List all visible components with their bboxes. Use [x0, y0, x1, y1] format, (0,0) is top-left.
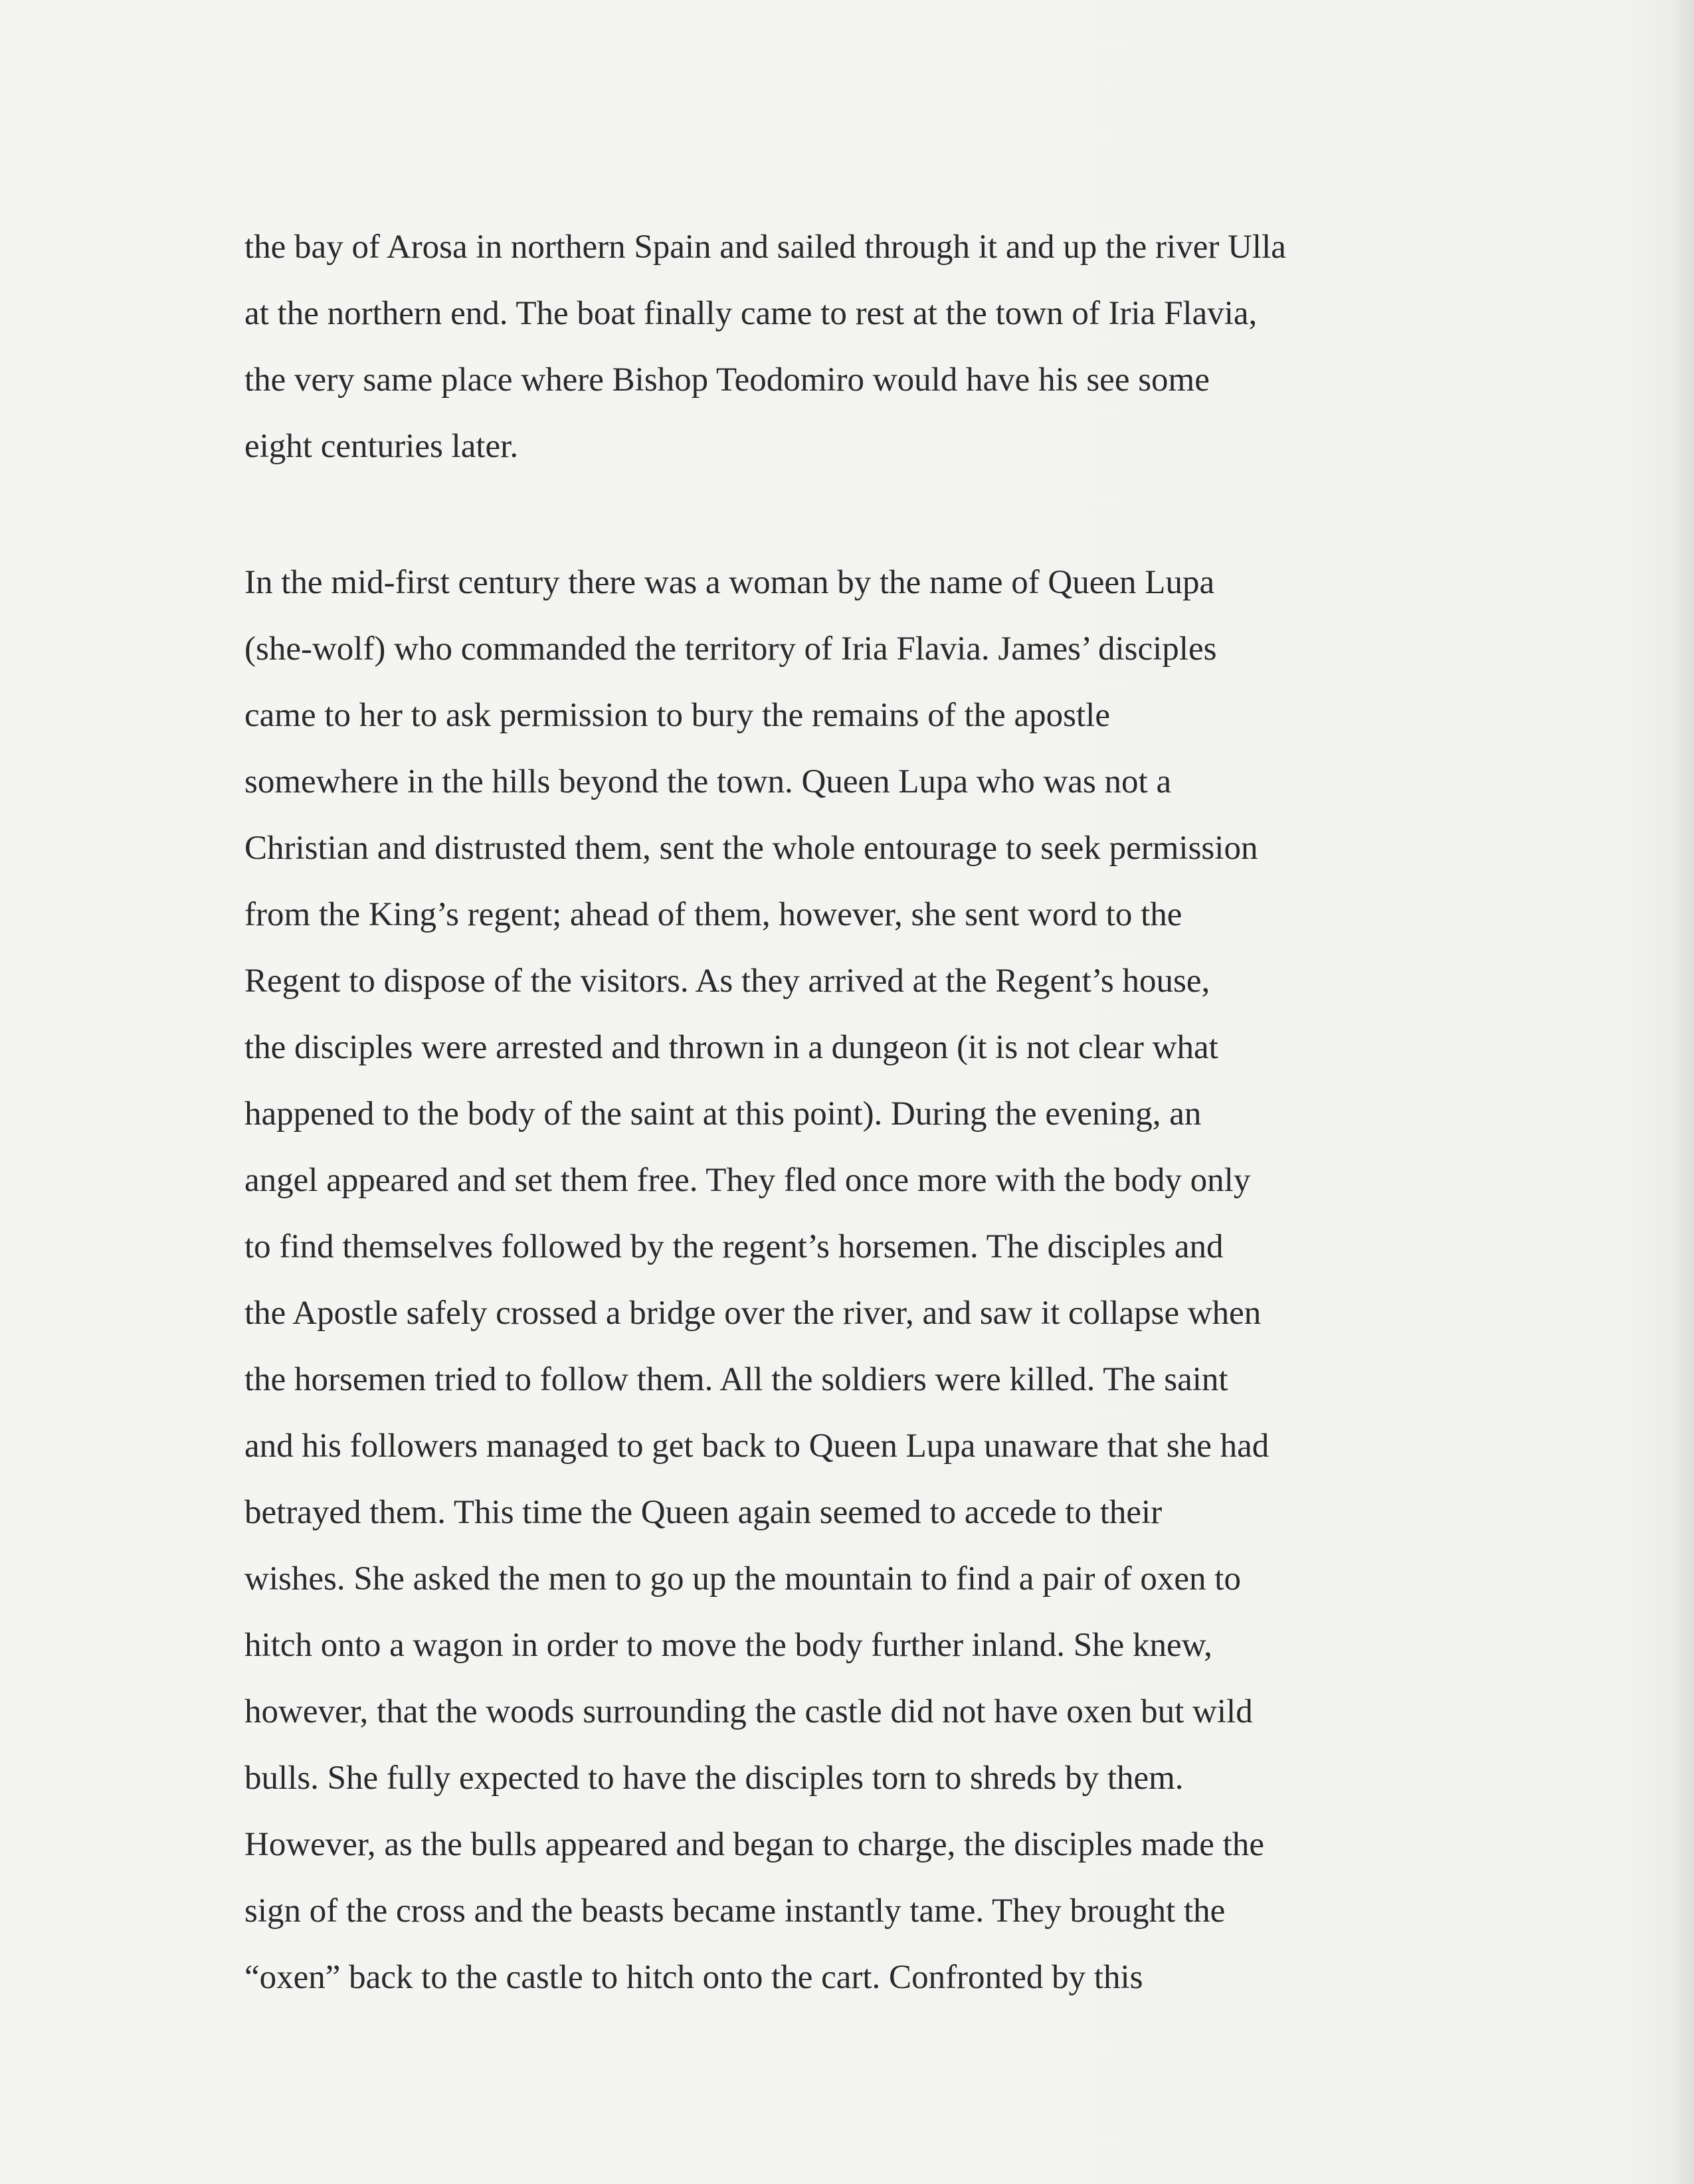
- text-line: In the mid-first century there was a woman by the name of Queen Lupa: [244, 564, 1215, 601]
- text-line: (she-wolf) who commanded the territory of Iria Flavia. James’ disciples: [244, 630, 1217, 668]
- text-line: and his followers managed to get back to Queen Lupa unaware that she had: [244, 1427, 1270, 1465]
- text-line: to find themselves followed by the regent’s horsemen. The disciples and: [244, 1228, 1224, 1265]
- text-line: came to her to ask permission to bury the remains of the apostle: [244, 697, 1110, 734]
- text-line: “oxen” back to the castle to hitch onto the cart. Confronted by this: [244, 1959, 1143, 1996]
- document-body: [244, 214, 1507, 2011]
- text-line: betrayed them. This time the Queen again seemed to accede to their: [244, 1494, 1163, 1531]
- text-line: angel appeared and set them free. They fled once more with the body only: [244, 1162, 1251, 1199]
- text-line: the bay of Arosa in northern Spain and sailed through it and up the river Ulla: [244, 228, 1286, 266]
- text-line: happened to the body of the saint at this point). During the evening, an: [244, 1095, 1202, 1133]
- text-line: However, as the bulls appeared and began to charge, the disciples made the: [244, 1826, 1264, 1863]
- paragraph-2: [244, 549, 1507, 2011]
- text-line: somewhere in the hills beyond the town. Queen Lupa who was not a: [244, 763, 1172, 800]
- text-line: from the King’s regent; ahead of them, however, she sent word to the: [244, 896, 1182, 933]
- text-line: Christian and distrusted them, sent the whole entourage to seek permission: [244, 830, 1258, 867]
- text-line: hitch onto a wagon in order to move the body further inland. She knew,: [244, 1627, 1212, 1664]
- text-line: Regent to dispose of the visitors. As they arrived at the Regent’s house,: [244, 962, 1210, 1000]
- text-line: however, that the woods surrounding the castle did not have oxen but wild: [244, 1693, 1253, 1730]
- text-line: at the northern end. The boat finally came to rest at the town of Iria Flavia,: [244, 295, 1258, 332]
- text-line: the Apostle safely crossed a bridge over the river, and saw it collapse when: [244, 1295, 1262, 1332]
- text-line: the horsemen tried to follow them. All the soldiers were killed. The saint: [244, 1361, 1228, 1398]
- text-line: sign of the cross and the beasts became instantly tame. They brought the: [244, 1892, 1226, 1930]
- text-line: eight centuries later.: [244, 428, 519, 465]
- page-edge-shadow: [1671, 0, 1694, 2184]
- paragraph-1: [244, 214, 1507, 480]
- paragraph-spacer: [244, 480, 1507, 549]
- text-line: the disciples were arrested and thrown in a dungeon (it is not clear what: [244, 1029, 1218, 1066]
- text-line: the very same place where Bishop Teodomiro would have his see some: [244, 361, 1210, 399]
- text-line: bulls. She fully expected to have the disciples torn to shreds by them.: [244, 1760, 1184, 1797]
- text-line: wishes. She asked the men to go up the mountain to find a pair of oxen to: [244, 1560, 1241, 1597]
